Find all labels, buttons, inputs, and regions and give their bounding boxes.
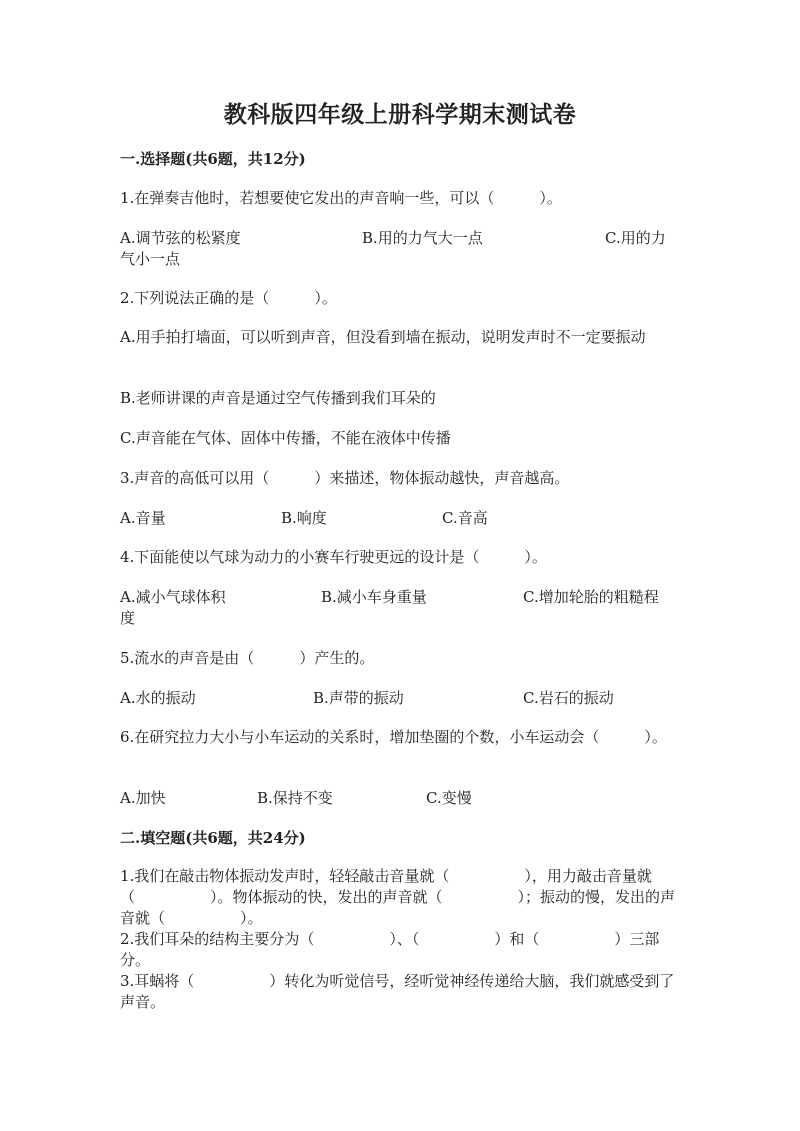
q5-option-b: B.声带的振动 — [313, 689, 404, 707]
question-5-stem: 5.流水的声音是由（ ）产生的。 — [120, 649, 375, 667]
q5-option-a: A.水的振动 — [120, 689, 196, 707]
q3-option-c: C.音高 — [442, 509, 488, 527]
q4-option-a: A.减小气球体积 — [120, 588, 226, 606]
q6-option-a: A.加快 — [120, 789, 166, 807]
question-5-options — [120, 688, 680, 709]
q2-option-a: A.用手拍打墙面，可以听到声音，但没看到墙在振动，说明发声时不一定要振动 — [120, 328, 646, 346]
question-4-options — [120, 587, 680, 608]
q1-option-b: B.用的力气大一点 — [362, 229, 483, 247]
question-1-options — [120, 228, 680, 249]
question-3-stem: 3.声音的高低可以用（ ）来描述，物体振动越快，声音越高。 — [120, 469, 570, 487]
q3-option-a: A.音量 — [120, 509, 166, 527]
q6-option-b: B.保持不变 — [257, 789, 333, 807]
question-6-stem: 6.在研究拉力大小与小车运动的关系时，增加垫圈的个数，小车运动会（ ）。 — [120, 728, 667, 746]
q1-option-a: A.调节弦的松紧度 — [120, 229, 241, 247]
q2-option-b: B.老师讲课的声音是通过空气传播到我们耳朵的 — [120, 389, 436, 407]
q6-option-c: C.变慢 — [426, 789, 472, 807]
q1-option-c: C.用的力 — [605, 229, 666, 247]
question-6-options — [120, 788, 680, 809]
fill-in-questions — [120, 866, 680, 1013]
q4-option-b: B.减小车身重量 — [321, 588, 427, 606]
section-heading-choice: 一.选择题(共6题，共12分) — [120, 150, 306, 168]
question-3-options — [120, 508, 680, 529]
q3-option-b: B.响度 — [281, 509, 327, 527]
q5-option-c: C.岩石的振动 — [523, 689, 614, 707]
question-2-stem: 2.下列说法正确的是（ ）。 — [120, 289, 337, 307]
fill-question-2: 2.我们耳朵的结构主要分为（ ）、（ ）和（ ）三部分。 — [120, 930, 660, 969]
q4-option-c-continued: 度 — [120, 609, 136, 627]
q1-option-c-continued: 气小一点 — [120, 250, 181, 268]
page-title: 教科版四年级上册科学期末测试卷 — [223, 101, 577, 128]
question-4-stem: 4.下面能使以气球为动力的小赛车行驶更远的设计是（ ）。 — [120, 548, 547, 566]
section-heading-fill-in: 二.填空题(共6题，共24分) — [120, 829, 306, 847]
q4-option-c: C.增加轮胎的粗糙程 — [523, 588, 659, 606]
fill-question-3: 3.耳蜗将（ ）转化为听觉信号，经听觉神经传递给大脑，我们就感受到了声音。 — [120, 972, 675, 1011]
fill-question-1: 1.我们在敲击物体振动发声时，轻轻敲击音量就（ ），用力敲击音量就（ ）。物体振动的快，发出的声音就（ ）；振动的慢，发出的声音就（ ）。 — [120, 867, 676, 927]
question-1-stem: 1.在弹奏吉他时，若想要使它发出的声音响一些，可以（ ）。 — [120, 189, 562, 207]
q2-option-c: C.声音能在气体、固体中传播，不能在液体中传播 — [120, 429, 451, 447]
